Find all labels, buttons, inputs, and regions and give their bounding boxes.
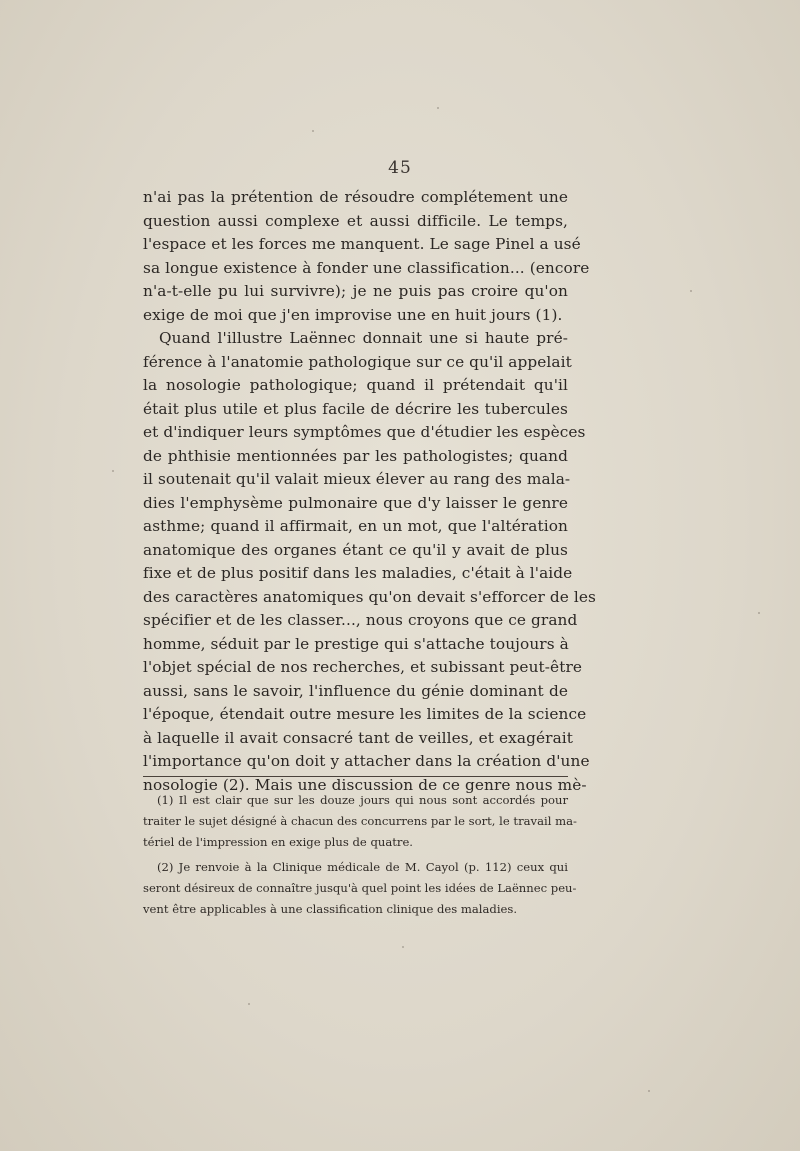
text-line: l'espace et les forces me manquent. Le sage Pinel a usé [143,235,581,253]
paper-speck [312,130,314,132]
text-line: nosologie (2). Mais une discussion de ce genre nous mè- [143,775,587,794]
text-line: aussi, sans le savoir, l'influence du génie dominant de [143,681,568,700]
text-line: l'objet spécial de nos recherches, et subissant peut-être [143,658,583,676]
paper-speck [690,290,692,292]
text-line: et d'indiquer leurs symptômes que d'étudier les espèces [143,423,586,441]
text-line: n'a-t-elle pu lui survivre); je ne puis pas croire qu'on [143,282,568,300]
paper-speck [758,612,760,614]
page-number: 45 [388,158,412,178]
text-line: était plus utile et plus facile de décrire les tubercules [143,399,568,418]
paper-speck [248,1003,250,1005]
text-line: férence à l'anatomie pathologique sur ce qu'il appelait [143,352,572,371]
text-line: anatomique des organes étant ce qu'il y avait de plus [143,540,568,559]
footnote-line: (1) Il est clair que sur les douze jours qui nous sont accordés pour [157,793,568,807]
footnote-line: seront désireux de connaître jusqu'à quel point les idées de Laënnec peu- [143,881,577,895]
footnote-line: tériel de l'impression en exige plus de quatre. [143,835,413,849]
paper-speck [437,107,439,109]
footnote-line: vent être applicables à une classification clinique des maladies. [143,902,518,916]
footnote-line: (2) Je renvoie à la Clinique médicale de M. Cayol (p. 112) ceux qui [157,860,568,874]
text-line: n'ai pas la prétention de résoudre complétement une [143,188,568,206]
text-line: question aussi complexe et aussi difficile. Le temps, [143,211,568,230]
text-line: la nosologie pathologique; quand il prétendait qu'il [143,376,568,394]
text-line: de phthisie mentionnées par les pathologistes; quand [143,446,568,465]
text-line: sa longue existence à fonder une classification... (encore [143,258,590,277]
text-line: à laquelle il avait consacré tant de veilles, et exagérait [143,728,574,747]
paper-speck [402,946,404,948]
footnote-line: traiter le sujet désigné à chacun des concurrens par le sort, le travail ma- [143,814,577,828]
text-line: dies l'emphysème pulmonaire que d'y laisser le genre [143,493,568,512]
text-line: fixe et de plus positif dans les maladies, c'était à l'aide [143,564,573,582]
text-line: Quand l'illustre Laënnec donnait une si haute pré- [159,329,568,347]
text-line: homme, séduit par le prestige qui s'attache toujours à [143,634,569,653]
text-line: exige de moi que j'en improvise une en huit jours (1). [143,305,563,324]
text-line: asthme; quand il affirmait, en un mot, que l'altération [143,517,568,535]
text-line: il soutenait qu'il valait mieux élever au rang des mala- [143,470,571,488]
footnote-separator [143,776,568,777]
text-line: l'importance qu'on doit y attacher dans la création d'une [143,752,590,770]
main-text [143,186,597,797]
paper-speck [648,1090,650,1092]
paper-speck [112,470,114,472]
footnotes [143,790,577,920]
text-line: l'époque, étendait outre mesure les limites de la science [143,705,587,723]
text-line: spécifier et de les classer..., nous croyons que ce grand [143,611,578,629]
text-line: des caractères anatomiques qu'on devait s'efforcer de les [143,587,597,606]
